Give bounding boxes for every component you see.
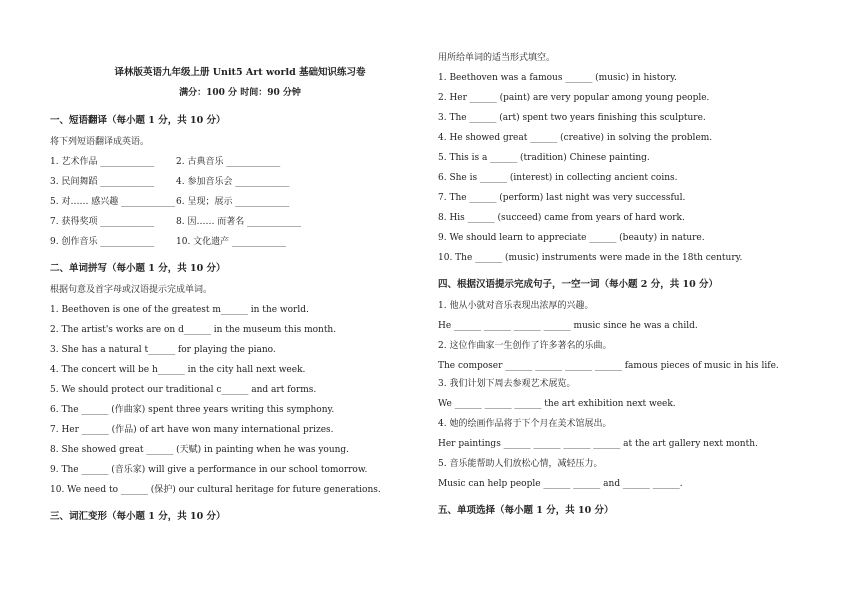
section1-item: 9. 创作音乐 ____________ [50,237,155,247]
left-column [50,0,430,528]
section3-item: 7. The ______ (perform) last night was very successful. [438,193,686,203]
section2-item: 5. We should protect our traditional c______ and art forms. [50,385,317,395]
section1-item: 10. 文化遗产 ____________ [176,237,287,247]
section1-row [50,212,430,232]
section4-sentence-en: The composer ______ ______ ______ ______ famous pieces of music in his life. [438,361,779,371]
section2-item: 9. The ______ (音乐家) will give a performance in our school tomorrow. [50,465,368,475]
section1-item: 3. 民间舞蹈 ____________ [50,177,155,187]
section4-sentence-en: Her paintings ______ ______ ______ ______ at the art gallery next month. [438,439,758,449]
section2-item: 2. The artist's works are on d______ in the museum this month. [50,325,337,335]
section5-heading: 五、单项选择（每小题 1 分，共 10 分） [438,505,614,516]
section4-prompt-cn: 3. 我们计划下周去参观艺术展览。 [438,379,576,389]
section4-prompt-cn: 4. 她的绘画作品将于下个月在美术馆展出。 [438,419,612,429]
section2-item: 4. The concert will be h______ in the city hall next week. [50,365,306,375]
section2-item: 6. The ______ (作曲家) spent three years writing this symphony. [50,405,335,415]
section1-item: 6. 呈现；展示 ____________ [176,197,290,207]
section3-item: 10. The ______ (music) instruments were made in the 18th century. [438,253,743,263]
section4-heading: 四、根据汉语提示完成句子，一空一词（每小题 2 分，共 10 分） [438,279,719,290]
section1-item: 1. 艺术作品 ____________ [50,157,155,167]
section1-item: 4. 参加音乐会 ____________ [176,177,290,187]
section4-prompt-cn: 1. 他从小就对音乐表现出浓厚的兴趣。 [438,301,594,311]
section3-item: 4. He showed great ______ (creative) in solving the problem. [438,133,713,143]
section3-item: 2. Her ______ (paint) are very popular among young people. [438,93,710,103]
section3-heading: 三、词汇变形（每小题 1 分，共 10 分） [50,511,226,522]
section1-row [50,192,430,212]
section1-item: 8. 因…… 而著名 ____________ [176,217,302,227]
section2-item: 10. We need to ______ (保护) our cultural heritage for future generations. [50,485,381,495]
section1-instruction: 将下列短语翻译成英语。 [50,137,150,147]
section1-item: 5. 对…… 感兴趣 ____________ [50,197,176,207]
section3-item: 6. She is ______ (interest) in collecting ancient coins. [438,173,678,183]
section3-instruction: 用所给单词的适当形式填空。 [438,53,556,63]
section3-item: 5. This is a ______ (tradition) Chinese painting. [438,153,650,163]
section2-instruction: 根据句意及首字母或汉语提示完成单词。 [50,285,213,295]
section2-item: 8. She showed great ______ (天赋) in painting when he was young. [50,445,350,455]
section2-heading: 二、单词拼写（每小题 1 分，共 10 分） [50,263,226,274]
page-title: 译林版英语九年级上册 Unit5 Art world 基础知识练习卷 [114,67,366,78]
section1-item: 7. 获得奖项 ____________ [50,217,155,227]
section1-heading: 一、短语翻译（每小题 1 分，共 10 分） [50,115,226,126]
section1-row [50,152,430,172]
section4-prompt-cn: 2. 这位作曲家一生创作了许多著名的乐曲。 [438,341,612,351]
section3-item: 9. We should learn to appreciate ______ (beauty) in nature. [438,233,705,243]
section1-item: 2. 古典音乐 ____________ [176,157,281,167]
right-column [438,0,818,522]
section1-row [50,172,430,192]
section3-item: 3. The ______ (art) spent two years finishing this sculpture. [438,113,706,123]
section2-item: 3. She has a natural t______ for playing the piano. [50,345,276,355]
section4-prompt-cn: 5. 音乐能帮助人们放松心情，减轻压力。 [438,459,603,469]
section4-sentence-en: Music can help people ______ ______ and ______ ______. [438,479,683,489]
section3-item: 8. His ______ (succeed) came from years of hard work. [438,213,685,223]
section4-sentence-en: He ______ ______ ______ ______ music since he was a child. [438,321,698,331]
section4-sentence-en: We ______ ______ ______ the art exhibition next week. [438,399,676,409]
section2-item: 1. Beethoven is one of the greatest m______ in the world. [50,305,309,315]
page-subtitle: 满分：100 分 时间：90 分钟 [179,88,301,98]
section3-item: 1. Beethoven was a famous ______ (music) in history. [438,73,677,83]
section2-item: 7. Her ______ (作品) of art have won many international prizes. [50,425,334,435]
section1-row [50,232,430,252]
